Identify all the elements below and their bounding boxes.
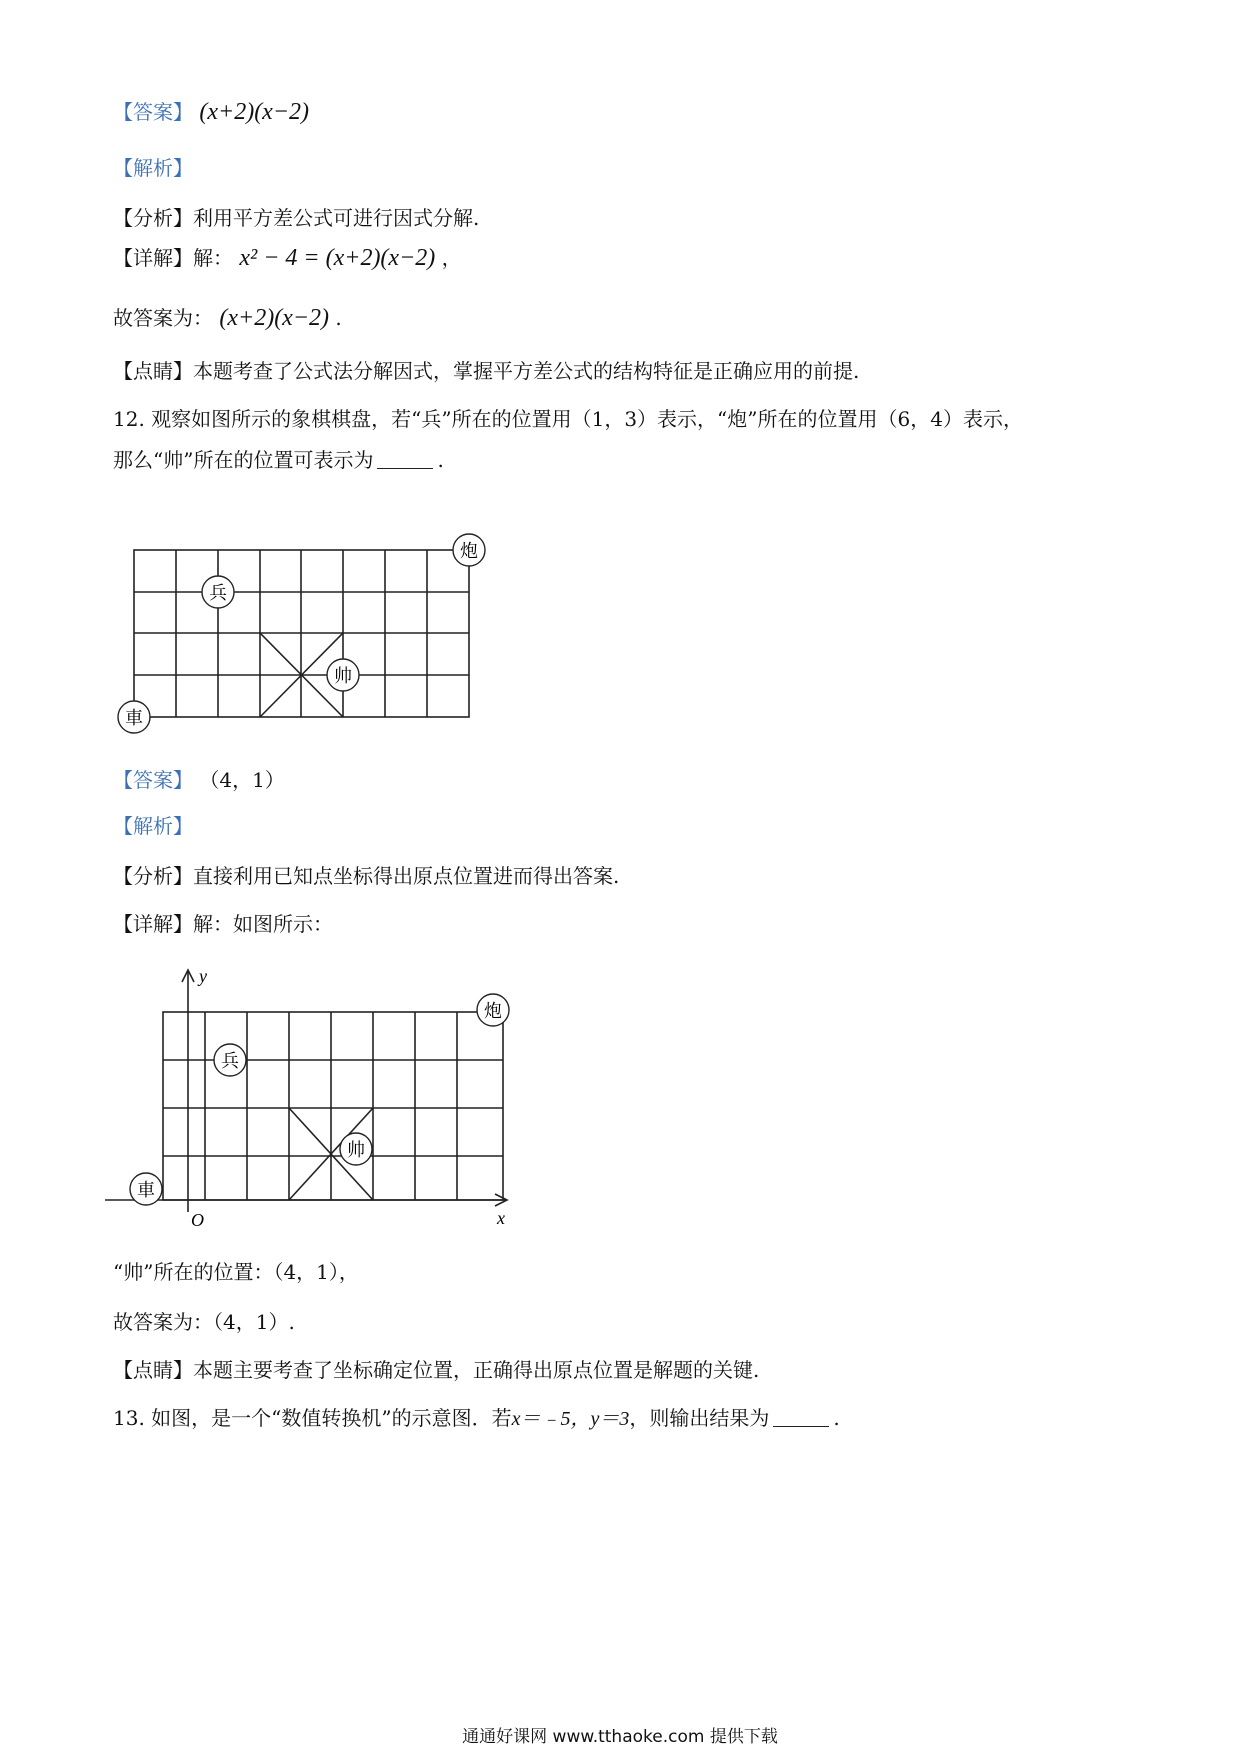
x-axis-label: x: [497, 1208, 505, 1228]
question-end: .: [437, 448, 444, 472]
q12-detail-line: 【详解】解：如图所示：: [113, 912, 333, 936]
q13-question-line: [113, 1404, 840, 1433]
piece-label: 車: [137, 1180, 155, 1201]
q12-analysis-tag: 【解析】: [113, 814, 193, 838]
piece-pao: [453, 534, 485, 566]
question-text: 那么“帅”所在的位置可表示为: [113, 448, 374, 472]
piece-bing: [202, 576, 234, 608]
piece-label: 車: [125, 708, 143, 729]
piece-label: 炮: [484, 1001, 502, 1022]
question-text-mid: ，则输出结果为: [629, 1406, 770, 1430]
q12-comment: 【点睛】本题主要考查了坐标确定位置，正确得出原点位置是解题的关键.: [113, 1358, 760, 1382]
question-variables: x＝﹣5，y＝3: [511, 1408, 630, 1430]
conclusion-expression: (x+2)(x−2): [219, 305, 330, 331]
answer-expression: (x+2)(x−2): [199, 99, 310, 125]
q11-comment: 【点睛】本题考查了公式法分解因式，掌握平方差公式的结构特征是正确应用的前提.: [113, 359, 860, 383]
answer-value: （4，1）: [199, 768, 285, 792]
detail-suffix: ，: [441, 246, 462, 270]
conclusion-suffix: .: [335, 306, 342, 330]
piece-label: 兵: [209, 583, 227, 604]
q11-analysis-line: 【分析】利用平方差公式可进行因式分解.: [113, 206, 480, 230]
piece-label: 帅: [334, 666, 352, 687]
piece-bing: [214, 1044, 246, 1076]
q11-detail-line: [113, 244, 462, 272]
piece-label: 炮: [460, 541, 478, 562]
q12-position-line: “帅”所在的位置：（4，1），: [113, 1260, 359, 1284]
q11-analysis-tag: 【解析】: [113, 156, 193, 180]
answer-blank: [773, 1408, 829, 1427]
q12-answer-line: [113, 766, 285, 794]
q12-analysis-line: 【分析】直接利用已知点坐标得出原点位置进而得出答案.: [113, 864, 620, 888]
answer-tag: 【答案】: [113, 100, 193, 124]
piece-pao: [477, 994, 509, 1026]
question-text: 13. 如图，是一个“数值转换机”的示意图．若: [113, 1406, 512, 1430]
q11-conclusion-line: [113, 304, 342, 332]
q12-conclusion-line: 故答案为：（4，1）.: [113, 1310, 295, 1334]
piece-ju: [118, 701, 150, 733]
page-footer: 通通好课网 www.tthaoke.com 提供下载: [462, 1727, 778, 1747]
question-end: .: [833, 1406, 840, 1430]
piece-shuai: [340, 1133, 372, 1165]
origin-label: O: [191, 1210, 204, 1230]
piece-shuai: [327, 659, 359, 691]
detail-expression: x² − 4 = (x+2)(x−2): [239, 245, 436, 271]
y-axis-label: y: [199, 966, 207, 986]
piece-ju: [130, 1173, 162, 1205]
q12-question-line1: 12. 观察如图所示的象棋棋盘，若“兵”所在的位置用（1，3）表示，“炮”所在的位置用（6，4）表示，: [113, 407, 1023, 431]
board-border: [163, 1012, 503, 1200]
piece-label: 帅: [347, 1140, 365, 1161]
q11-answer-line: [113, 98, 309, 126]
answer-tag: 【答案】: [113, 768, 193, 792]
piece-label: 兵: [221, 1051, 239, 1072]
chess-board-axes-figure: [105, 960, 585, 1230]
conclusion-prefix: 故答案为：: [113, 306, 213, 330]
detail-prefix: 【详解】解：: [113, 246, 233, 270]
answer-blank: [377, 450, 433, 469]
chess-board-figure: [110, 540, 490, 740]
q12-question-line2: [113, 446, 444, 474]
